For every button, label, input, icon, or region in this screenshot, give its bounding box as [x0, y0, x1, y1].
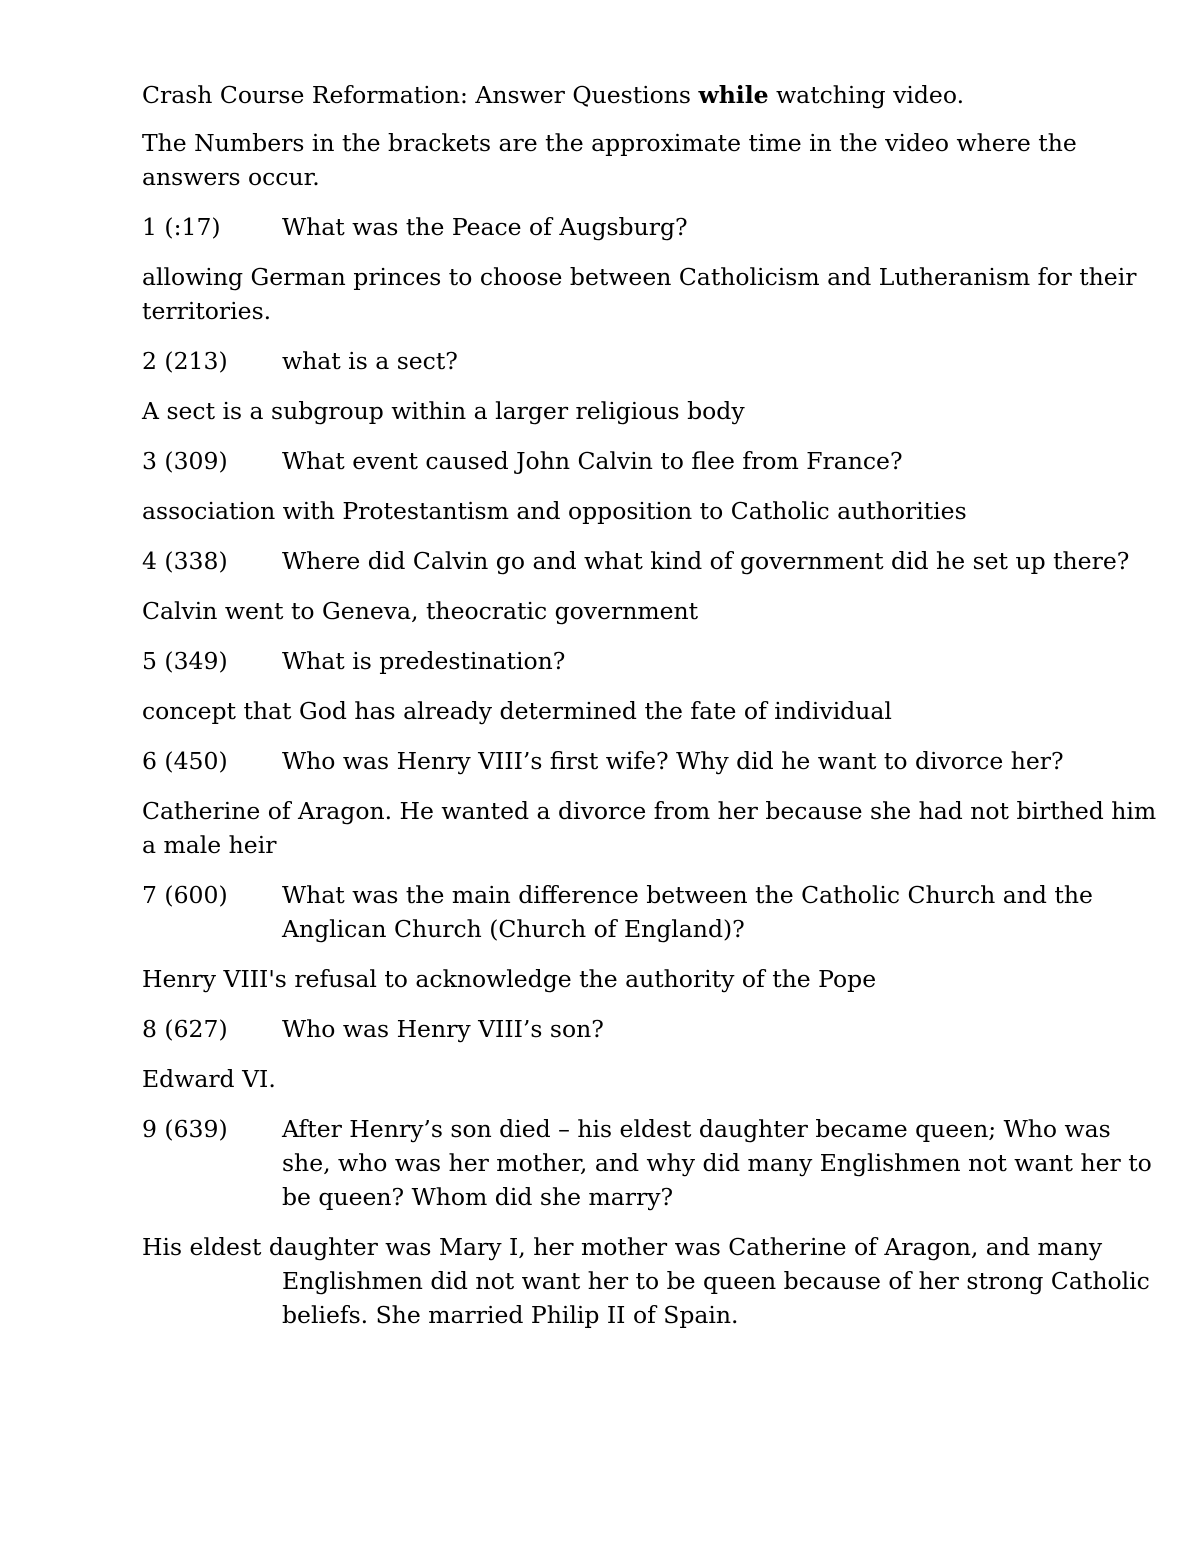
answer-3: association with Protestantism and opposition to Catholic authorities — [142, 497, 967, 525]
question-text: What was the Peace of Augsburg? — [282, 213, 688, 241]
question-9 — [142, 1112, 1162, 1214]
question-text: Who was Henry VIII’s son? — [282, 1015, 604, 1043]
answer-5: concept that God has already determined the fate of individual — [142, 697, 892, 725]
title-emphasis: while — [698, 81, 769, 109]
question-text: what is a sect? — [282, 347, 458, 375]
question-number: 9 (639) — [142, 1115, 228, 1143]
worksheet-page — [142, 78, 1162, 1348]
question-number: 7 (600) — [142, 881, 228, 909]
question-6 — [142, 744, 1162, 778]
question-number: 6 (450) — [142, 747, 228, 775]
question-number: 4 (338) — [142, 547, 228, 575]
question-text: What is predestination? — [282, 647, 566, 675]
answer-9: His eldest daughter was Mary I, her mother was Catherine of Aragon, and many Englishmen did not want her to be queen because of her strong Catholic beliefs. She married Philip II of Spain. — [142, 1233, 1150, 1329]
question-2 — [142, 344, 1162, 378]
question-number: 1 (:17) — [142, 213, 221, 241]
question-3 — [142, 444, 1162, 478]
question-7 — [142, 878, 1162, 946]
answer-6: Catherine of Aragon. He wanted a divorce from her because she had not birthed him a male heir — [142, 797, 1157, 859]
instructions: The Numbers in the brackets are the approximate time in the video where the answers occur. — [142, 129, 1077, 191]
question-text: What event caused John Calvin to flee from France? — [282, 447, 903, 475]
question-number: 8 (627) — [142, 1015, 228, 1043]
title-text-end: watching video. — [768, 81, 965, 109]
question-text: After Henry’s son died – his eldest daughter became queen; Who was she, who was her mother, and why did many Englishmen not want her to be queen? Whom did she marry? — [282, 1115, 1152, 1211]
answer-8: Edward VI. — [142, 1065, 276, 1093]
answer-7: Henry VIII's refusal to acknowledge the authority of the Pope — [142, 965, 877, 993]
question-text: What was the main difference between the Catholic Church and the Anglican Church (Church of England)? — [282, 881, 1093, 943]
question-text: Where did Calvin go and what kind of government did he set up there? — [282, 547, 1130, 575]
question-4 — [142, 544, 1162, 578]
answer-1: allowing German princes to choose between Catholicism and Lutheranism for their territories. — [142, 263, 1137, 325]
question-number: 5 (349) — [142, 647, 228, 675]
worksheet-title — [142, 78, 1162, 112]
answer-4: Calvin went to Geneva, theocratic government — [142, 597, 699, 625]
question-1 — [142, 210, 1162, 244]
answer-2: A sect is a subgroup within a larger religious body — [142, 397, 745, 425]
title-text: Crash Course Reformation: Answer Questions — [142, 81, 699, 109]
question-text: Who was Henry VIII’s first wife? Why did he want to divorce her? — [282, 747, 1064, 775]
question-number: 2 (213) — [142, 347, 228, 375]
question-5 — [142, 644, 1162, 678]
question-8 — [142, 1012, 1162, 1046]
question-number: 3 (309) — [142, 447, 228, 475]
